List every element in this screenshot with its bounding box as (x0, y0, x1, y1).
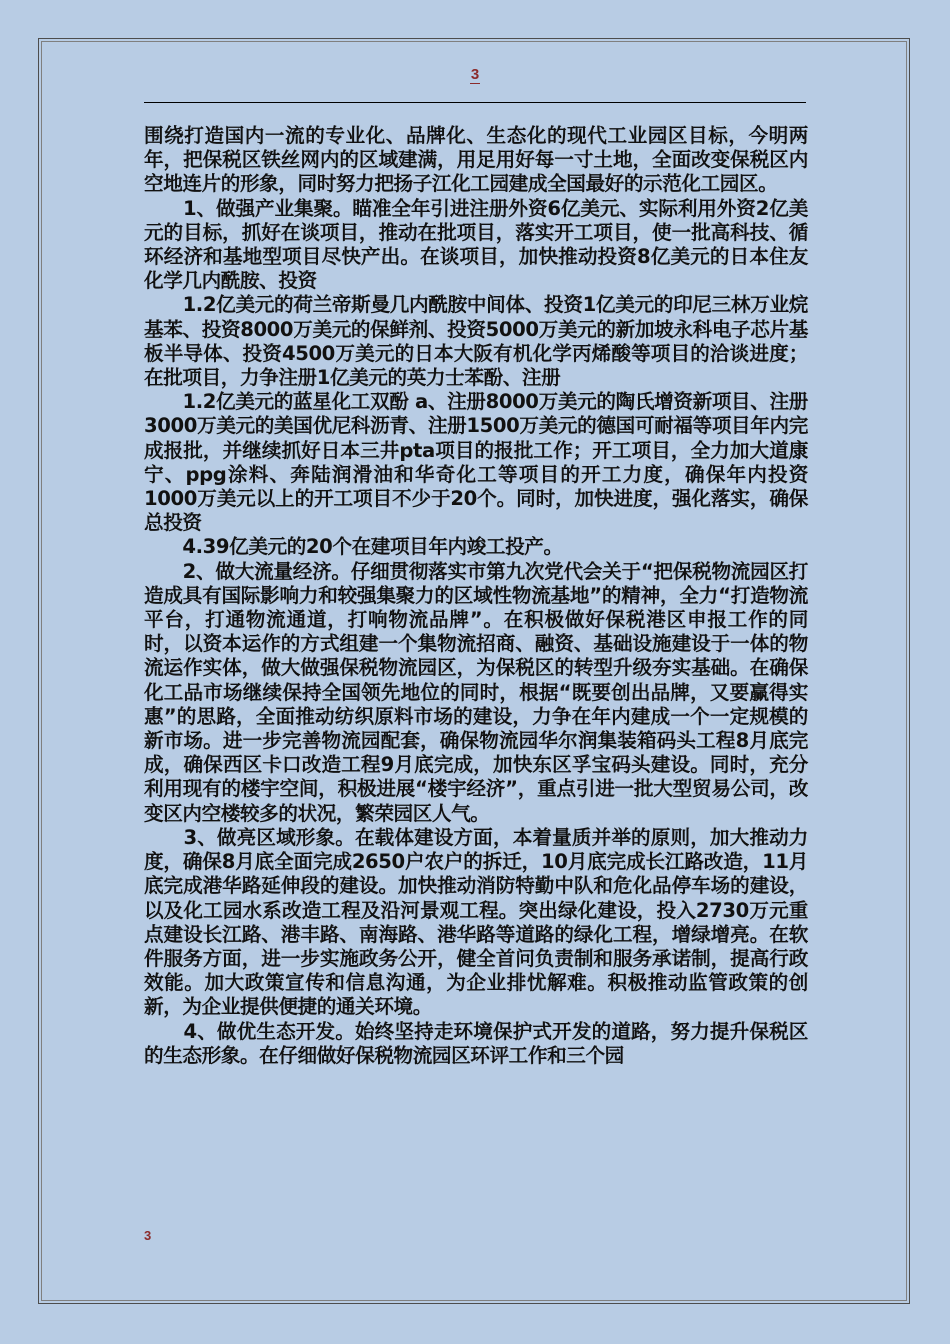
header-page-number (0, 66, 950, 83)
paragraph-projects-negotiation: 1.2亿美元的荷兰帝斯曼几内酰胺中间体、投资1亿美元的印尼三林万业烷基苯、投资8000万美元的保鲜剂、投资5000万美元的新加坡永科电子芯片基板半导体、投资4500万美元的日本大阪有机化学丙烯酸等项目的洽谈进度；在批项目，力争注册1亿美元的英力士苯酚、注册 (144, 293, 808, 390)
paragraph-logistics-economy: 2、做大流量经济。仔细贯彻落实市第九次党代会关于“把保税物流园区打造成具有国际影响力和较强集聚力的区域性物流基地”的精神，全力“打造物流平台，打通物流通道，打响物流品牌”。在积极做好保税港区申报工作的同时，以资本运作的方式组建一个集物流招商、融资、基础设施建设于一体的物流运作实体，做大做强保税物流园区，为保税区的转型升级夯实基础。在确保化工品市场继续保持全国领先地位的同时，根据“既要创出品牌，又要赢得实惠”的思路，全面推动纺织原料市场的建设，力争在年内建成一个一定规模的新市场。进一步完善物流园配套，确保物流园华尔润集装箱码头工程8月底完成，确保西区卡口改造工程9月底完成，加快东区孚宝码头建设。同时，充分利用现有的楼宇空间，积极进展“楼宇经济”，重点引进一批大型贸易公司，改变区内空楼较多的状况，繁荣园区人气。 (144, 559, 808, 825)
paragraph-industry-cluster: 1、做强产业集聚。瞄准全年引进注册外资6亿美元、实际利用外资2亿美元的目标，抓好在谈项目，推动在批项目，落实开工项目，使一批高科技、循环经济和基地型项目尽快产出。在谈项目，加快推动投资8亿美元的日本住友化学几内酰胺、投资 (144, 196, 808, 293)
footer-page-number: 3 (144, 1228, 152, 1243)
document-body (144, 124, 808, 1068)
header-page-number-text: 3 (470, 66, 480, 83)
paragraph-projects-approval: 1.2亿美元的蓝星化工双酚 a、注册8000万美元的陶氏增资新项目、注册3000万美元的美国优尼科沥青、注册1500万美元的德国可耐福等项目年内完成报批，并继续抓好日本三井pta项目的报批工作；开工项目，全力加大道康宁、ppg涂料、奔陆润滑油和华奇化工等项目的开工力度，确保年内投资1000万美元以上的开工项目不少于20个。同时，加快进度，强化落实，确保总投资 (144, 390, 808, 535)
paragraph-ecological-development: 4、做优生态开发。始终坚持走环境保护式开发的道路，努力提升保税区的生态形象。在仔细做好保税物流园区环评工作和三个园 (144, 1019, 808, 1067)
paragraph-projects-completion: 4.39亿美元的20个在建项目年内竣工投产。 (144, 535, 563, 559)
header-rule (144, 102, 806, 103)
paragraph-regional-image: 3、做亮区域形象。在载体建设方面，本着量质并举的原则，加大推动力度，确保8月底全面完成2650户农户的拆迁，10月底完成长江路改造，11月底完成港华路延伸段的建设。加快推动消防特勤中队和危化品停车场的建设，以及化工园水系改造工程及沿河景观工程。突出绿化建设，投入2730万元重点建设长江路、港丰路、南海路、港华路等道路的绿化工程，增绿增亮。在软件服务方面，进一步实施政务公开，健全首问负责制和服务承诺制，提高行政效能。加大政策宣传和信息沟通，为企业排忧解难。积极推动监管政策的创新，为企业提供便捷的通关环境。 (144, 825, 808, 1019)
paragraph-intro: 围绕打造国内一流的专业化、品牌化、生态化的现代工业园区目标，今明两年，把保税区铁丝网内的区域建满，用足用好每一寸土地，全面改变保税区内空地连片的形象，同时努力把扬子江化工园建成全国最好的示范化工园区。 (144, 124, 808, 196)
